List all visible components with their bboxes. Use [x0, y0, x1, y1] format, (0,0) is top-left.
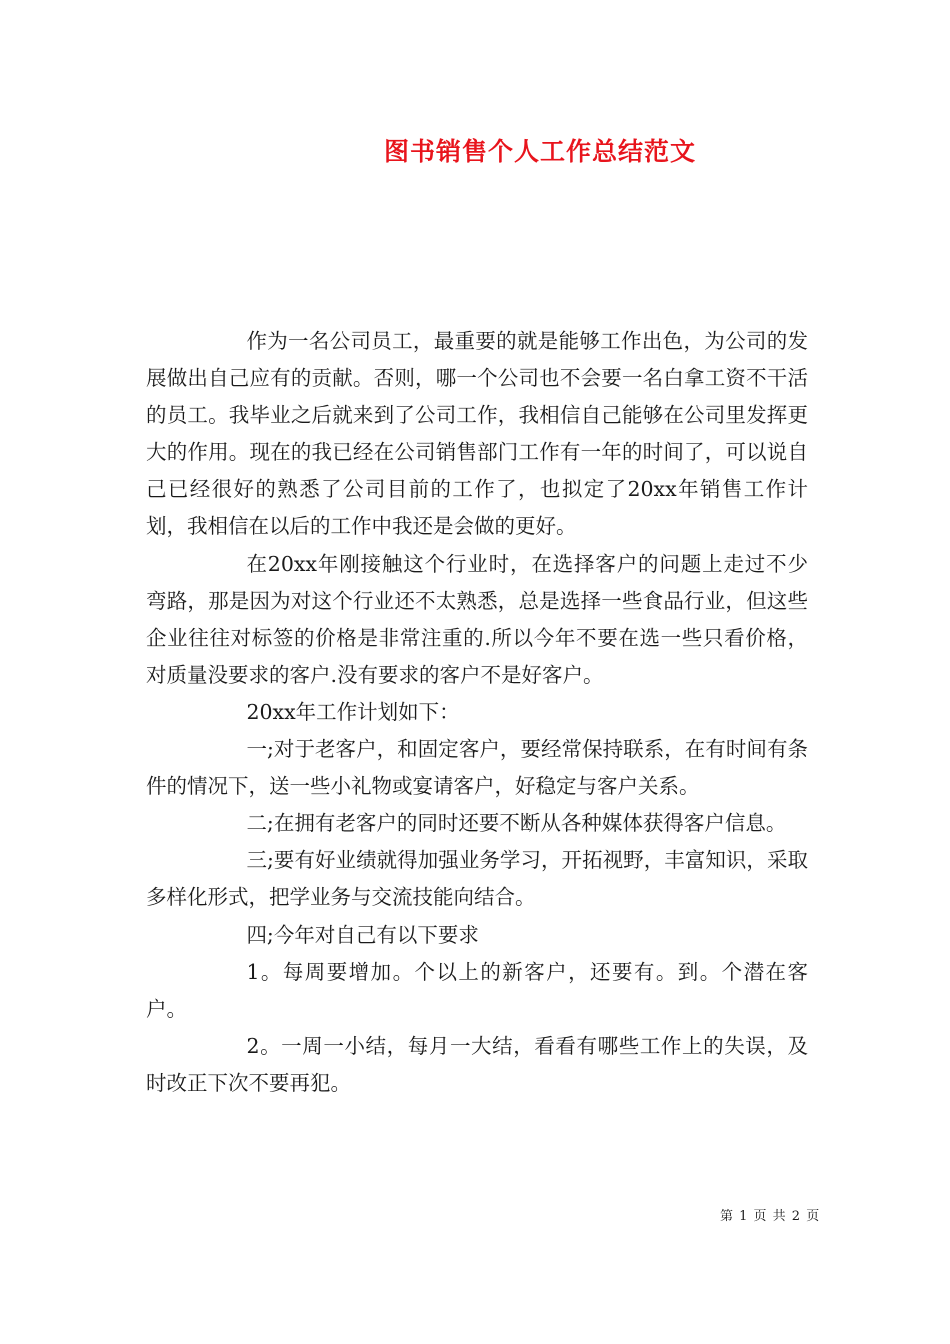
paragraph-plan-item-4: 四;今年对自己有以下要求 — [246, 922, 479, 947]
document-body — [146, 323, 808, 1102]
page-title: 图书销售个人工作总结范文 — [383, 137, 696, 166]
paragraph-plan-item-2: 二;在拥有老客户的同时还要不断从各种媒体获得客户信息。 — [246, 811, 787, 836]
paragraph-plan-heading: 20xx年工作计划如下： — [246, 699, 460, 724]
paragraph-experience: 在20xx年刚接触这个行业时，在选择客户的问题上走过不少弯路，那是因为对这个行业还不太熟悉，总是选择一些食品行业，但这些企业往往对标签的价格是非常注重的.所以今年不要在选一些只看价格，对质量没要求的客户.没有要求的客户不是好客户。 — [146, 551, 808, 687]
page-number: 第 1 页 共 2 页 — [720, 1209, 821, 1224]
paragraph-plan-item-1: 一;对于老客户，和固定客户，要经常保持联系，在有时间有条件的情况下，送一些小礼物或宴请客户，好稳定与客户关系。 — [146, 737, 808, 799]
paragraph-requirement-2: 2。一周一小结，每月一大结，看看有哪些工作上的失误，及时改正下次不要再犯。 — [146, 1033, 808, 1095]
paragraph-intro: 作为一名公司员工，最重要的就是能够工作出色，为公司的发展做出自己应有的贡献。否则，哪一个公司也不会要一名白拿工资不干活的员工。我毕业之后就来到了公司工作，我相信自己能够在公司里发挥更大的作用。现在的我已经在公司销售部门工作有一年的时间了，可以说自己已经很好的熟悉了公司目前的工作了，也拟定了20xx年销售工作计划，我相信在以后的工作中我还是会做的更好。 — [146, 329, 808, 539]
paragraph-requirement-1: 1。每周要增加。个以上的新客户，还要有。到。个潜在客户。 — [146, 959, 808, 1021]
paragraph-plan-item-3: 三;要有好业绩就得加强业务学习，开拓视野，丰富知识，采取多样化形式，把学业务与交流技能向结合。 — [146, 848, 808, 910]
